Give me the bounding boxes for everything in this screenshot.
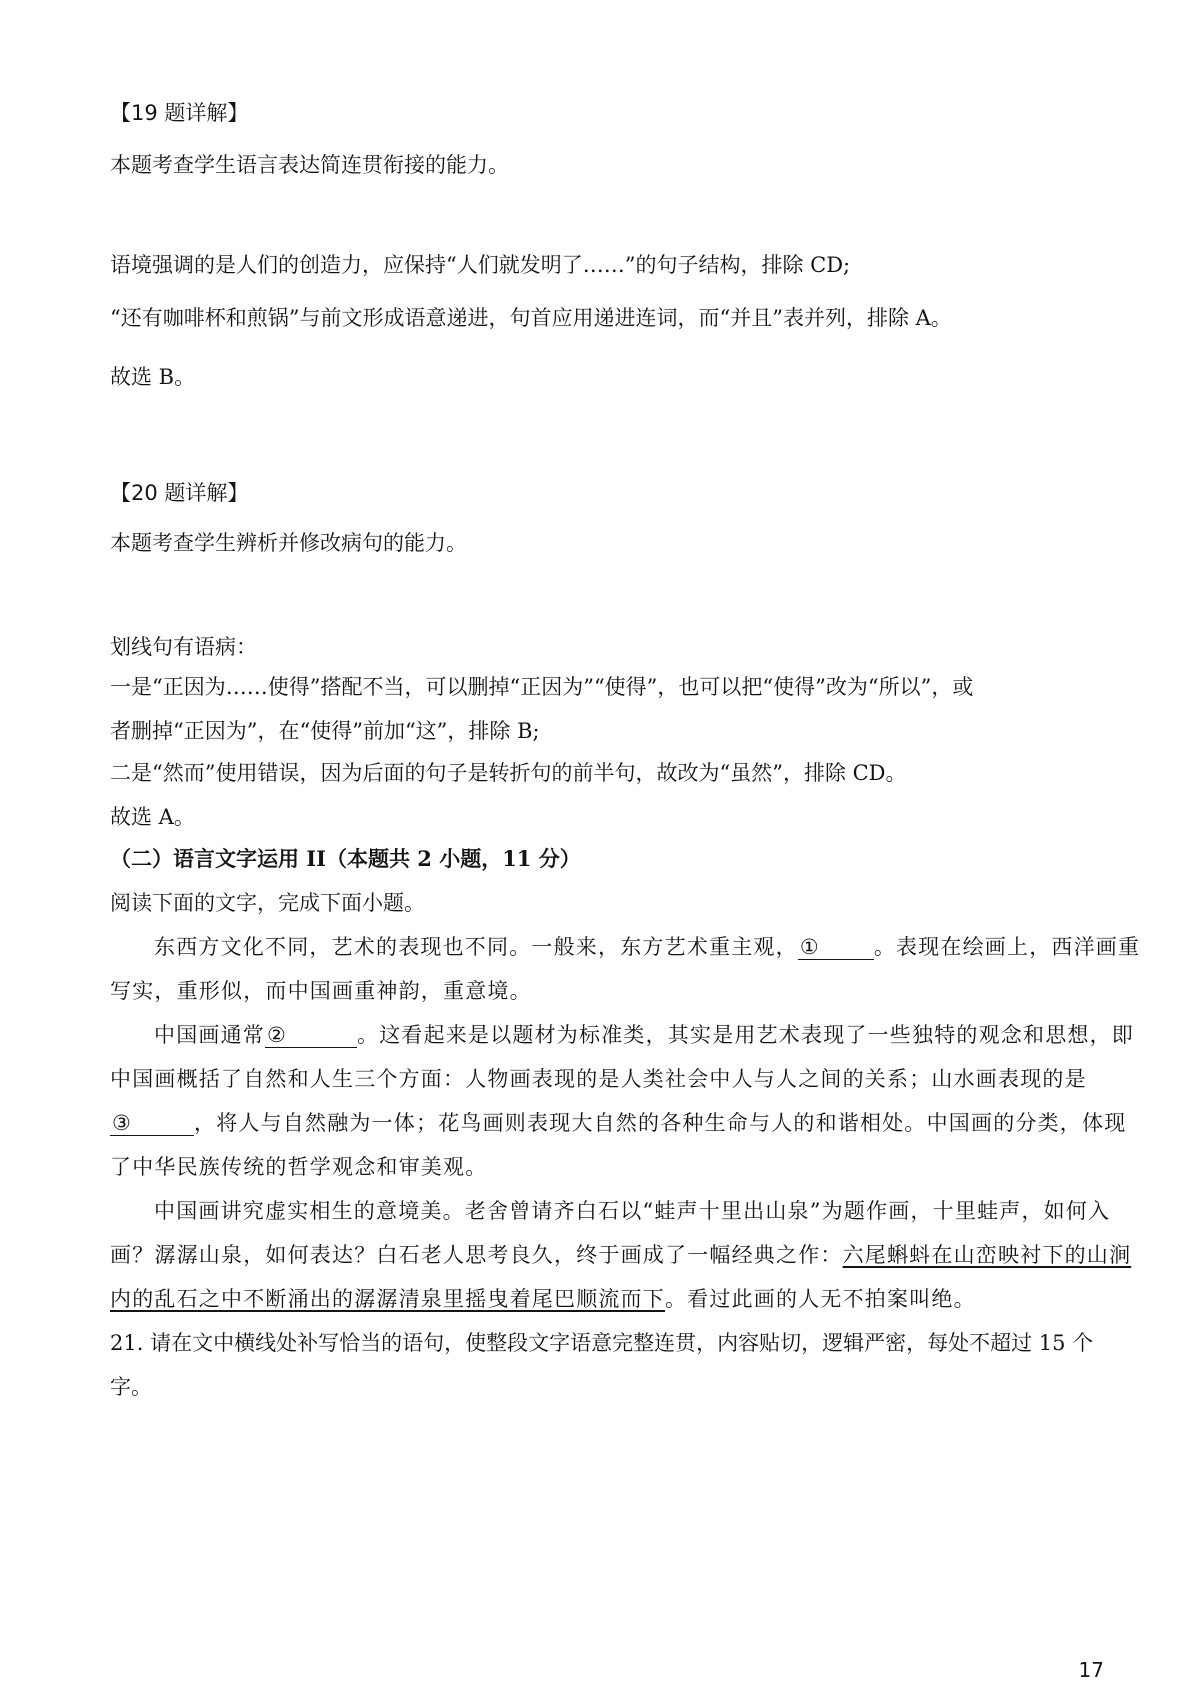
passage-text: 中国画通常 [154,1023,265,1047]
passage-paragraph-1-line-1 [154,932,1141,962]
passage-paragraph-1-line-2: 写实，重形似，而中国画重神韵，重意境。 [110,979,532,1003]
section-19-title: 【19 题详解】 [110,101,249,125]
passage-paragraph-3-line-3 [110,1284,1100,1314]
blank-2: ② [265,1023,357,1048]
section-20-line-4: 二是“然而”使用错误，因为后面的句子是转折句的前半句，故改为“虽然”，排除 CD。 [110,761,907,785]
question-21-line-1: 21. 请在文中横线处补写恰当的语句，使整段文字语意完整连贯，内容贴切，逻辑严密，每处不超过 15 个 [110,1331,1094,1355]
passage-paragraph-2-line-2: 中国画概括了自然和人生三个方面：人物画表现的是人类社会中人与人之间的关系；山水画表现的是 [110,1067,1087,1091]
page-number: 17 [1078,1658,1104,1682]
part-2-heading: （二）语言文字运用 II（本题共 2 小题，11 分） [110,846,581,871]
section-19-answer: 故选 B。 [110,365,196,389]
section-20-intro: 本题考查学生辨析并修改病句的能力。 [110,531,467,555]
passage-text: 。表现在绘画上，西洋画重 [873,935,1141,959]
section-20-answer: 故选 A。 [110,805,195,829]
passage-text: ，将人与自然融为一体；花鸟画则表现大自然的各种生命与人的和谐相处。中国画的分类，体现 [194,1111,1127,1135]
passage-paragraph-2-line-4: 了中华民族传统的哲学观念和审美观。 [110,1155,488,1179]
passage-text: 画？潺潺山泉，如何表达？白石老人思考良久，终于画成了一幅经典之作： [110,1243,843,1267]
section-19-line-1: 语境强调的是人们的创造力，应保持“人们就发明了……”的句子结构，排除 CD; [110,253,851,277]
underlined-sentence: 六尾蝌蚪在山峦映衬下的山涧 [842,1243,1132,1267]
section-19-intro: 本题考查学生语言表达简连贯衔接的能力。 [110,153,509,177]
passage-text: 。看过此画的人无不拍案叫绝。 [665,1287,976,1311]
passage-paragraph-2-line-3 [110,1108,1127,1138]
section-20-title: 【20 题详解】 [110,481,249,505]
passage-text: 东西方文化不同，艺术的表现也不同。一般来，东方艺术重主观， [154,935,798,959]
section-19-line-2: “还有咖啡杯和煎锅”与前文形成语意递进，句首应用递进连词，而“并且”表并列，排除 A。 [110,306,952,330]
blank-1: ① [798,935,874,960]
passage-paragraph-3-line-2 [110,1240,1132,1270]
underlined-sentence: 内的乱石之中不断涌出的潺潺清泉里摇曳着尾巴顺流而下 [110,1287,665,1311]
question-21-line-2: 字。 [110,1375,152,1399]
passage-paragraph-2-line-1 [154,1020,1134,1050]
section-20-line-3: 者删掉“正因为”，在“使得”前加“这”，排除 B; [110,719,540,743]
section-20-line-1: 划线句有语病： [110,635,257,659]
passage-paragraph-3-line-1: 中国画讲究虚实相生的意境美。老舍曾请齐白石以“蛙声十里出山泉”为题作画，十里蛙声，如何入 [154,1199,1111,1223]
section-20-line-2: 一是“正因为……使得”搭配不当，可以删掉“正因为”“使得”，也可以把“使得”改为“所以”，或 [110,675,974,699]
passage-text: 。这看起来是以题材为标准类，其实是用艺术表现了一些独特的观念和思想，即 [357,1023,1134,1047]
part-2-instruction: 阅读下面的文字，完成下面小题。 [110,891,425,915]
blank-3: ③ [110,1111,194,1136]
